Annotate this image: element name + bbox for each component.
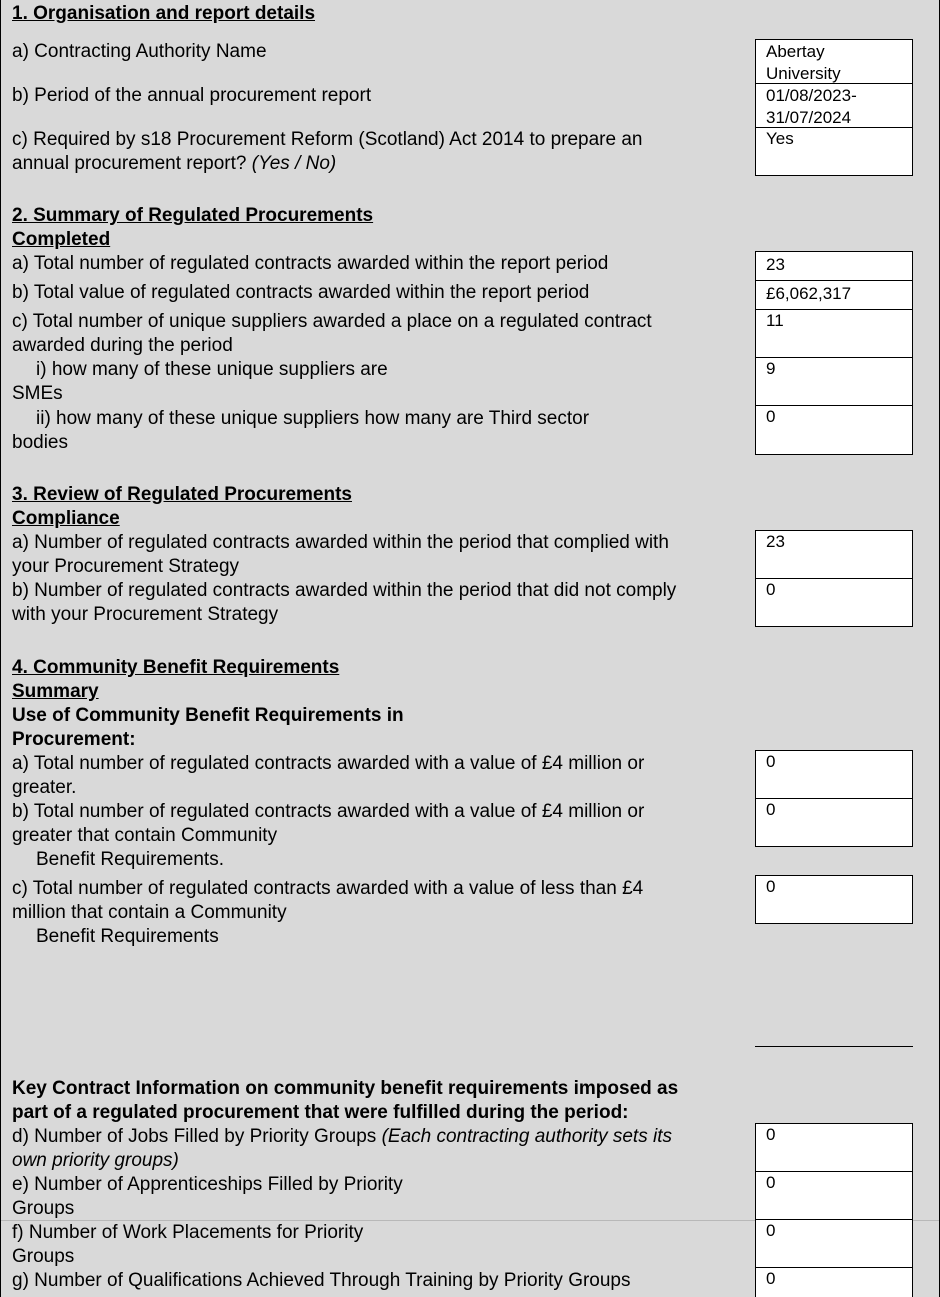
jobs-filled-label: d) Number of Jobs Filled by Priority Groups [12,1126,377,1147]
report-period-value-line2: 31/07/2024 [766,108,852,127]
required-report-field[interactable] [755,127,913,176]
total-contracts-field[interactable] [755,251,913,281]
unique-suppliers-label-line1: c) Total number of unique suppliers awarded a place on a regulated contract [12,311,652,332]
work-placements-value: 0 [766,1221,776,1240]
required-report-hint: (Yes / No) [251,153,337,174]
use-of-cbr-heading-line1: Use of Community Benefit Requirements in [12,705,404,726]
section-3-title: 3. Review of Regulated Procurements [12,484,352,505]
jobs-filled-field[interactable] [755,1123,913,1172]
apprenticeships-field[interactable] [755,1171,913,1220]
report-period-label: b) Period of the annual procurement report [12,85,372,106]
section-2-subtitle: Completed [12,229,111,250]
contracts-4m-cbr-value: 0 [766,800,776,819]
qualifications-field[interactable] [755,1267,913,1297]
required-report-label-line1: c) Required by s18 Procurement Reform (Scotland) Act 2014 to prepare an [12,129,643,150]
section-1-title: 1. Organisation and report details [12,3,316,24]
contracts-under-4m-cbr-field[interactable] [755,875,913,924]
key-contract-heading-line2: part of a regulated procurement that were fulfilled during the period: [12,1102,629,1123]
complied-label-line2: your Procurement Strategy [12,556,240,577]
contracts-4m-cbr-field[interactable] [755,798,913,847]
qualifications-value: 0 [766,1269,776,1288]
complied-field[interactable] [755,530,913,579]
total-value-value: £6,062,317 [766,284,852,303]
work-placements-field[interactable] [755,1219,913,1268]
work-placements-label-line1: f) Number of Work Placements for Priority [12,1222,364,1243]
third-sector-label-line1: ii) how many of these unique suppliers how many are Third sector [36,408,590,429]
section-4-title: 4. Community Benefit Requirements [12,657,340,678]
contracts-4m-label-line2: greater. [12,777,77,798]
total-contracts-label: a) Total number of regulated contracts awarded within the report period [12,253,609,274]
third-sector-field[interactable] [755,405,913,455]
required-report-question: annual procurement report? [12,153,247,174]
unique-suppliers-label-line2: awarded during the period [12,335,233,356]
third-sector-label-line2: bodies [12,432,68,453]
contracts-4m-cbr-label-line1: b) Total number of regulated contracts awarded with a value of £4 million or [12,801,645,822]
qualifications-label-line1: g) Number of Qualifications Achieved Through Training by Priority Groups [12,1270,631,1291]
not-complied-label-line2: with your Procurement Strategy [12,604,279,625]
complied-label-line1: a) Number of regulated contracts awarded within the period that complied with [12,532,669,553]
key-contract-heading-line1: Key Contract Information on community benefit requirements imposed as [12,1078,679,1099]
contracting-authority-value-line2: University [766,64,841,83]
jobs-filled-hint: (Each contracting authority sets its [381,1126,672,1147]
contracts-4m-label-line1: a) Total number of regulated contracts awarded with a value of £4 million or [12,753,645,774]
section-3-subtitle: Compliance [12,508,120,529]
sme-suppliers-value: 9 [766,359,776,378]
total-value-label: b) Total value of regulated contracts awarded within the report period [12,282,590,303]
section-4-subtitle: Summary [12,681,99,702]
not-complied-value: 0 [766,580,776,599]
complied-value: 23 [766,532,785,551]
total-contracts-value: 23 [766,255,785,274]
unique-suppliers-field[interactable] [755,309,913,358]
divider-line [755,1046,913,1047]
apprenticeships-label-line2: Groups [12,1198,75,1219]
report-period-field[interactable] [755,83,913,128]
required-report-label-line2 [12,152,336,176]
jobs-filled-label-line1 [12,1125,672,1149]
contracts-under-4m-cbr-label-line1: c) Total number of regulated contracts awarded with a value of less than £4 [12,878,644,899]
jobs-filled-value: 0 [766,1125,776,1144]
jobs-filled-hint-line2: own priority groups) [12,1150,179,1171]
contracts-under-4m-cbr-value: 0 [766,877,776,896]
required-report-value: Yes [766,129,794,148]
total-value-field[interactable] [755,280,913,310]
use-of-cbr-heading-line2: Procurement: [12,729,136,750]
contracts-under-4m-cbr-label-line2: million that contain a Community [12,902,287,923]
contracts-4m-cbr-label-line3: Benefit Requirements. [36,849,224,870]
contracting-authority-label: a) Contracting Authority Name [12,41,267,62]
unique-suppliers-value: 11 [766,311,784,330]
sme-suppliers-label-line2: SMEs [12,383,63,404]
contracts-4m-cbr-label-line2: greater that contain Community [12,825,278,846]
contracting-authority-field[interactable] [755,39,913,84]
contracts-under-4m-cbr-label-line3: Benefit Requirements [36,926,219,947]
not-complied-field[interactable] [755,578,913,627]
report-period-value-line1: 01/08/2023- [766,86,857,105]
third-sector-value: 0 [766,407,776,426]
section-2-title: 2. Summary of Regulated Procurements [12,205,374,226]
work-placements-label-line2: Groups [12,1246,75,1267]
sme-suppliers-field[interactable] [755,357,913,406]
not-complied-label-line1: b) Number of regulated contracts awarded within the period that did not comply [12,580,677,601]
apprenticeships-value: 0 [766,1173,776,1192]
contracting-authority-value-line1: Abertay [766,42,825,61]
apprenticeships-label-line1: e) Number of Apprenticeships Filled by Priority [12,1174,403,1195]
contracts-4m-field[interactable] [755,750,913,799]
contracts-4m-value: 0 [766,752,776,771]
sme-suppliers-label-line1: i) how many of these unique suppliers are [36,359,388,380]
